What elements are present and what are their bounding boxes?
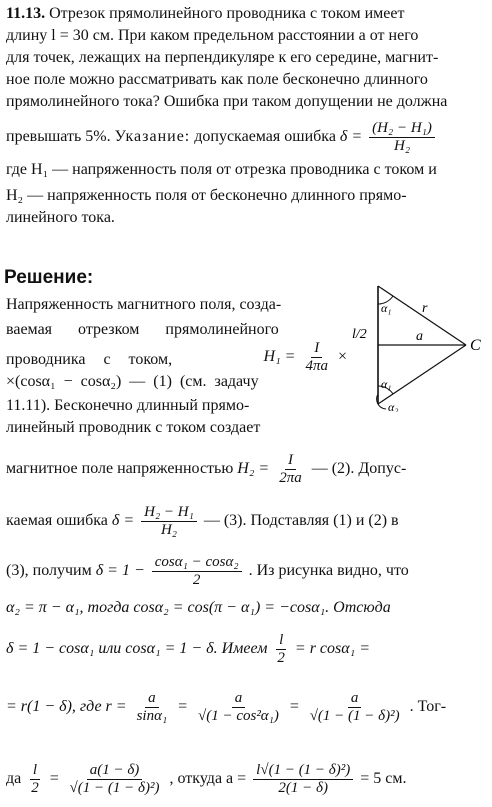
sub-fraction-den: 2: [192, 572, 201, 588]
problem-text-1: Отрезок прямолинейного проводника с током имеет: [49, 5, 405, 22]
hint-fraction-num: (H₂ − H₁): [369, 120, 435, 138]
err-formula: δ =: [111, 512, 135, 530]
solution-line-r: [6, 690, 486, 725]
line-h2-text-a: магнитное поле напряженностью: [6, 460, 234, 478]
problem-line-9: линейного тока.: [6, 209, 115, 226]
half-l-fraction: [274, 632, 288, 667]
solution-heading: Решение:: [4, 267, 94, 288]
line-delta-text-a: δ = 1 − cosα₁ или cosα₁ = 1 − δ. Имеем: [6, 640, 268, 658]
line-h2-text-b: — (2). Допус-: [311, 460, 407, 478]
r-equals-2: =: [288, 698, 300, 716]
hint-fraction: [369, 120, 435, 155]
problem-line-4: ное поле можно рассматривать как поле бесконечно длинного: [6, 71, 428, 88]
err-fraction: [141, 504, 197, 539]
final-fraction-1-den: 2: [31, 780, 39, 796]
r-fraction-3-den: √(1 − (1 − δ)²): [309, 708, 400, 724]
final-fraction-3-den: 2(1 − δ): [278, 780, 329, 796]
problem-line-8: H₂ — напряженность поля от бесконечно длинного прямо-: [6, 187, 407, 204]
problem-line-1: [6, 4, 486, 24]
h1-fraction-den: 4πa: [305, 358, 328, 374]
line-final-text-a: да: [6, 770, 22, 788]
solution-line-final: [6, 762, 486, 797]
problem-line-2: длину l = 30 см. При каком предельном расстоянии a от него: [6, 27, 419, 44]
problem-line-3: для точек, лежащих на перпендикуляре к его середине, магнит-: [6, 49, 439, 66]
line-r-text-a: = r(1 − δ), где r =: [6, 698, 127, 716]
h1-fraction-num: I: [311, 340, 322, 358]
r-fraction-1-den: sinα₁: [136, 708, 168, 724]
final-fraction-1-num: l: [30, 762, 40, 780]
solution-left-line-4: ×(cosα₁ − cosα₂) — (1) (см. задачу: [6, 373, 259, 390]
problem-number: 11.13.: [6, 5, 46, 22]
solution-left-line-1: [6, 295, 347, 315]
final-fraction-2-den: √(1 − (1 − δ)²): [69, 780, 160, 796]
sub-fraction-num: cosα₁ − cosα₂: [152, 554, 242, 572]
line-err-text-a: каемая ошибка: [6, 512, 108, 530]
label-half-l: l/2: [352, 327, 367, 342]
line-delta-text-b: = r cosα₁ =: [294, 640, 371, 658]
final-equals: =: [48, 770, 60, 788]
label-r: r: [422, 301, 428, 316]
solution-line-err: [6, 504, 486, 539]
solution-left-line-6: линейный проводник с током создает: [6, 419, 261, 436]
line-sub-text-b: . Из рисунка видно, что: [248, 562, 409, 580]
solution-left-text-1: Напряженность магнитного поля, созда-: [6, 296, 282, 313]
r-fraction-2-num: a: [232, 690, 246, 708]
h2-fraction-den: 2πa: [279, 470, 302, 486]
h2-fraction-num: I: [285, 452, 296, 470]
r-fraction-1: [134, 690, 171, 725]
r-equals-1: =: [177, 698, 188, 716]
h2-fraction: [276, 452, 305, 487]
line-r-text-b: . Тог-: [409, 698, 447, 716]
final-fraction-3: [253, 762, 353, 797]
half-l-den: 2: [277, 650, 285, 666]
hint-formula: δ =: [339, 128, 363, 146]
solution-left-text-3: проводника с током,: [6, 351, 173, 368]
problem-line-7: где H₁ — напряженность поля от отрезка проводника с током и: [6, 161, 437, 178]
r-fraction-3-num: a: [348, 690, 362, 708]
h2-formula: H₂ =: [237, 460, 270, 478]
line-final-text-c: = 5 см.: [360, 770, 407, 788]
err-fraction-num: H₂ − H₁: [141, 504, 197, 522]
solution-left-line-2: ваемая отрезком прямолинейного: [6, 321, 279, 338]
line-final-text-b: , откуда a =: [169, 770, 247, 788]
err-fraction-den: H₂: [160, 522, 177, 538]
hint-label: Указание:: [114, 128, 191, 146]
problem-line-5: прямолинейного тока? Ошибка при таком допущении не должна: [6, 93, 448, 110]
line-sub-text-a: (3), получим: [6, 562, 92, 580]
solution-line-h2: [6, 452, 486, 487]
solution-line-delta: [6, 632, 486, 667]
label-alpha2: α₂: [388, 400, 399, 412]
label-alpha1-top: α₁: [381, 301, 392, 315]
label-a: a: [416, 329, 423, 344]
solution-line-sub: [6, 554, 486, 589]
h1-formula: H₁ =: [263, 348, 296, 366]
sub-formula: δ = 1 −: [95, 562, 145, 580]
hint-text: допускаемая ошибка: [194, 128, 336, 146]
line-r-bottom: [378, 345, 466, 404]
line-err-text-b: — (3). Подставляя (1) и (2) в: [203, 512, 399, 530]
hint-fraction-den: H₂: [393, 138, 411, 154]
final-fraction-3-num: l√(1 − (1 − δ)²): [253, 762, 353, 780]
final-fraction-2: [67, 762, 163, 797]
label-alpha1-bottom: α₁: [381, 377, 392, 391]
h1-tail: ×: [337, 348, 347, 366]
geometry-figure: [352, 282, 490, 412]
h1-fraction: [302, 340, 331, 375]
problem-text-6: превышать 5%.: [6, 128, 111, 146]
r-fraction-3: [307, 690, 403, 725]
label-c: C: [470, 337, 481, 354]
r-fraction-2: [195, 690, 282, 725]
final-fraction-1: [28, 762, 42, 797]
solution-left-line-5: 11.11). Бесконечно длинный прямо-: [6, 397, 250, 414]
solution-left-line-3: [6, 340, 347, 374]
final-fraction-2-num: a(1 − δ): [87, 762, 143, 780]
half-l-num: l: [276, 632, 286, 650]
h1-group: [264, 340, 347, 375]
sub-fraction: [152, 554, 242, 589]
r-fraction-2-den: √(1 − cos²α₁): [197, 708, 279, 724]
r-fraction-1-num: a: [145, 690, 159, 708]
problem-line-6: [6, 120, 486, 155]
solution-line-alpha: α₂ = π − α₁, тогда cosα₂ = cos(π − α₁) = −cosα₁. Отсюда: [6, 599, 391, 616]
